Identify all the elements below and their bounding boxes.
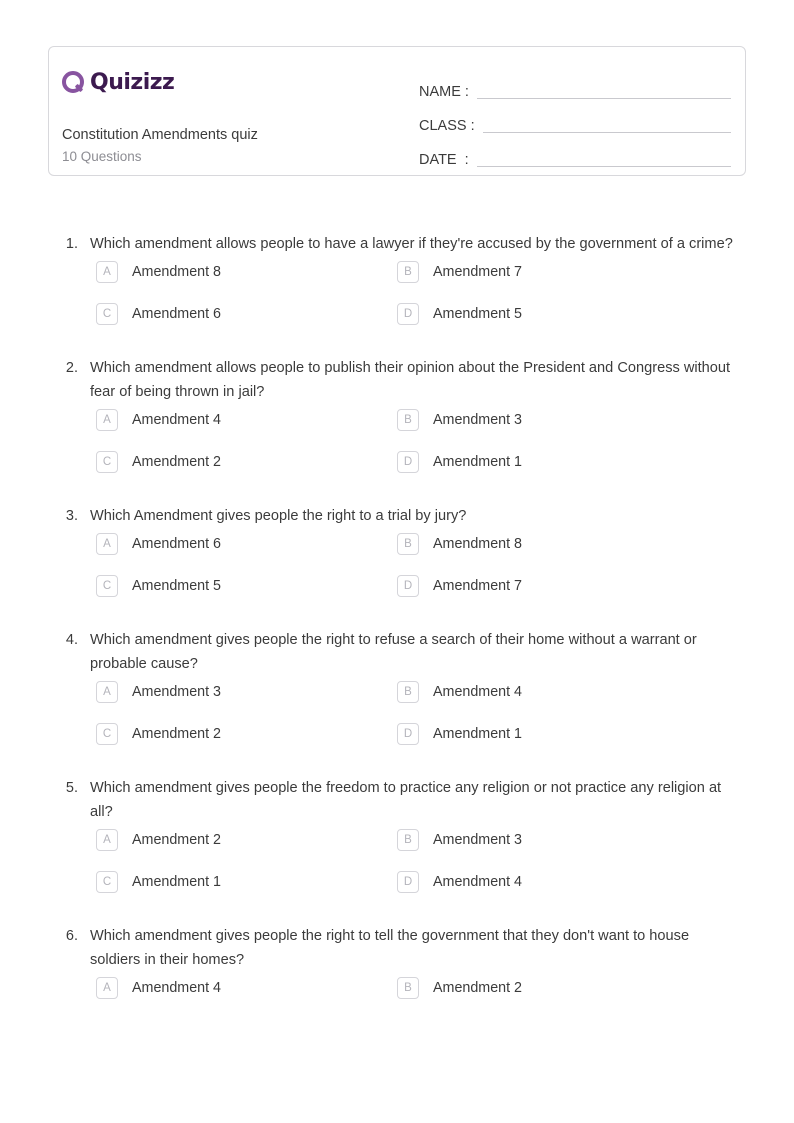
question-heading bbox=[48, 776, 746, 824]
question-count-label: 10 Questions bbox=[62, 149, 142, 164]
option-badge-icon: B bbox=[397, 261, 419, 283]
date-field-label: DATE : bbox=[419, 152, 469, 168]
option-label: Amendment 2 bbox=[132, 832, 222, 848]
option-label: Amendment 4 bbox=[132, 412, 222, 428]
question-text: Which amendment allows people to have a lawyer if they're accused by the government of a crime? bbox=[90, 236, 733, 252]
option-badge-icon: A bbox=[96, 533, 118, 555]
option-label: Amendment 2 bbox=[132, 726, 222, 742]
question-number: 5. bbox=[65, 780, 78, 796]
option-choice[interactable] bbox=[397, 446, 746, 478]
option-choice[interactable] bbox=[397, 256, 746, 288]
options-row bbox=[48, 446, 746, 488]
option-choice[interactable] bbox=[397, 298, 746, 330]
option-choice[interactable] bbox=[397, 718, 746, 750]
option-label: Amendment 1 bbox=[433, 454, 523, 470]
option-choice[interactable] bbox=[48, 446, 397, 478]
option-badge-icon: B bbox=[397, 533, 419, 555]
options-grid bbox=[48, 676, 746, 760]
options-grid bbox=[48, 824, 746, 908]
option-label: Amendment 1 bbox=[433, 726, 523, 742]
option-label: Amendment 6 bbox=[132, 306, 222, 322]
options-row bbox=[48, 824, 746, 866]
question-text: Which amendment gives people the right to refuse a search of their home without a warrant or probable cause? bbox=[90, 632, 697, 672]
question-text: Which amendment gives people the freedom to practice any religion or not practice any religion at all? bbox=[90, 780, 722, 820]
option-badge-icon: C bbox=[96, 303, 118, 325]
options-row bbox=[48, 972, 746, 1014]
brand-name: Quizizz bbox=[90, 69, 175, 95]
question-item bbox=[48, 356, 746, 488]
option-badge-icon: B bbox=[397, 829, 419, 851]
option-badge-icon: C bbox=[96, 871, 118, 893]
class-field-row bbox=[419, 103, 731, 137]
option-choice[interactable] bbox=[397, 404, 746, 436]
question-text: Which Amendment gives people the right to a trial by jury? bbox=[90, 508, 467, 524]
header-left bbox=[49, 47, 409, 175]
option-badge-icon: B bbox=[397, 977, 419, 999]
option-choice[interactable] bbox=[48, 676, 397, 708]
option-label: Amendment 8 bbox=[433, 536, 523, 552]
option-choice[interactable] bbox=[48, 570, 397, 602]
option-choice[interactable] bbox=[48, 298, 397, 330]
option-choice[interactable] bbox=[397, 676, 746, 708]
option-badge-icon: A bbox=[96, 977, 118, 999]
option-label: Amendment 4 bbox=[433, 874, 523, 890]
option-badge-icon: D bbox=[397, 871, 419, 893]
name-field-input[interactable] bbox=[477, 97, 731, 99]
date-field-input[interactable] bbox=[477, 165, 731, 167]
option-choice[interactable] bbox=[397, 972, 746, 1004]
option-choice[interactable] bbox=[48, 866, 397, 898]
student-info-fields bbox=[409, 47, 745, 175]
option-label: Amendment 2 bbox=[132, 454, 222, 470]
options-grid bbox=[48, 404, 746, 488]
options-row bbox=[48, 676, 746, 718]
question-text: Which amendment gives people the right to tell the government that they don't want to house soldiers in their homes? bbox=[90, 928, 690, 968]
option-choice[interactable] bbox=[397, 866, 746, 898]
class-field-label: CLASS : bbox=[419, 118, 475, 134]
option-label: Amendment 6 bbox=[132, 536, 222, 552]
option-choice[interactable] bbox=[48, 404, 397, 436]
question-heading bbox=[48, 356, 746, 404]
question-heading bbox=[48, 232, 746, 256]
option-badge-icon: A bbox=[96, 829, 118, 851]
option-label: Amendment 7 bbox=[433, 264, 523, 280]
option-choice[interactable] bbox=[397, 570, 746, 602]
question-item bbox=[48, 776, 746, 908]
option-badge-icon: D bbox=[397, 575, 419, 597]
option-badge-icon: D bbox=[397, 723, 419, 745]
option-label: Amendment 7 bbox=[433, 578, 523, 594]
option-badge-icon: D bbox=[397, 303, 419, 325]
page-title: Constitution Amendments quiz bbox=[62, 127, 258, 143]
option-label: Amendment 1 bbox=[132, 874, 222, 890]
options-grid bbox=[48, 972, 746, 1014]
class-field-input[interactable] bbox=[483, 131, 731, 133]
option-choice[interactable] bbox=[397, 824, 746, 856]
option-choice[interactable] bbox=[48, 256, 397, 288]
name-field-row bbox=[419, 69, 731, 103]
name-field-label: NAME : bbox=[419, 84, 469, 100]
option-badge-icon: C bbox=[96, 575, 118, 597]
option-label: Amendment 8 bbox=[132, 264, 222, 280]
question-item bbox=[48, 232, 746, 340]
option-label: Amendment 4 bbox=[433, 684, 523, 700]
worksheet-header-card bbox=[48, 46, 746, 176]
option-badge-icon: A bbox=[96, 261, 118, 283]
question-number: 4. bbox=[65, 632, 78, 648]
options-grid bbox=[48, 256, 746, 340]
option-choice[interactable] bbox=[48, 972, 397, 1004]
option-badge-icon: B bbox=[397, 409, 419, 431]
options-row bbox=[48, 866, 746, 908]
option-label: Amendment 3 bbox=[433, 412, 523, 428]
quizizz-logo bbox=[62, 69, 409, 95]
option-badge-icon: C bbox=[96, 451, 118, 473]
options-row bbox=[48, 528, 746, 570]
question-number: 6. bbox=[65, 928, 78, 944]
question-item bbox=[48, 924, 746, 1014]
question-number: 2. bbox=[65, 360, 78, 376]
option-choice[interactable] bbox=[397, 528, 746, 560]
option-label: Amendment 4 bbox=[132, 980, 222, 996]
option-badge-icon: C bbox=[96, 723, 118, 745]
option-label: Amendment 5 bbox=[132, 578, 222, 594]
question-heading bbox=[48, 504, 746, 528]
question-heading bbox=[48, 924, 746, 972]
options-grid bbox=[48, 528, 746, 612]
date-field-row bbox=[419, 137, 731, 171]
option-badge-icon: B bbox=[397, 681, 419, 703]
question-item bbox=[48, 628, 746, 760]
option-badge-icon: A bbox=[96, 409, 118, 431]
option-choice[interactable] bbox=[48, 824, 397, 856]
option-choice[interactable] bbox=[48, 528, 397, 560]
quizizz-logo-icon bbox=[62, 71, 84, 93]
option-label: Amendment 5 bbox=[433, 306, 523, 322]
question-text: Which amendment allows people to publish their opinion about the President and Congress without fear of being thrown in jail? bbox=[90, 360, 731, 400]
question-number: 3. bbox=[65, 508, 78, 524]
options-row bbox=[48, 256, 746, 298]
option-badge-icon: D bbox=[397, 451, 419, 473]
option-label: Amendment 2 bbox=[433, 980, 523, 996]
options-row bbox=[48, 570, 746, 612]
options-row bbox=[48, 718, 746, 760]
questions-list bbox=[48, 232, 746, 1030]
option-choice[interactable] bbox=[48, 718, 397, 750]
options-row bbox=[48, 404, 746, 446]
question-heading bbox=[48, 628, 746, 676]
option-label: Amendment 3 bbox=[433, 832, 523, 848]
option-badge-icon: A bbox=[96, 681, 118, 703]
question-number: 1. bbox=[65, 236, 78, 252]
option-label: Amendment 3 bbox=[132, 684, 222, 700]
question-item bbox=[48, 504, 746, 612]
options-row bbox=[48, 298, 746, 340]
